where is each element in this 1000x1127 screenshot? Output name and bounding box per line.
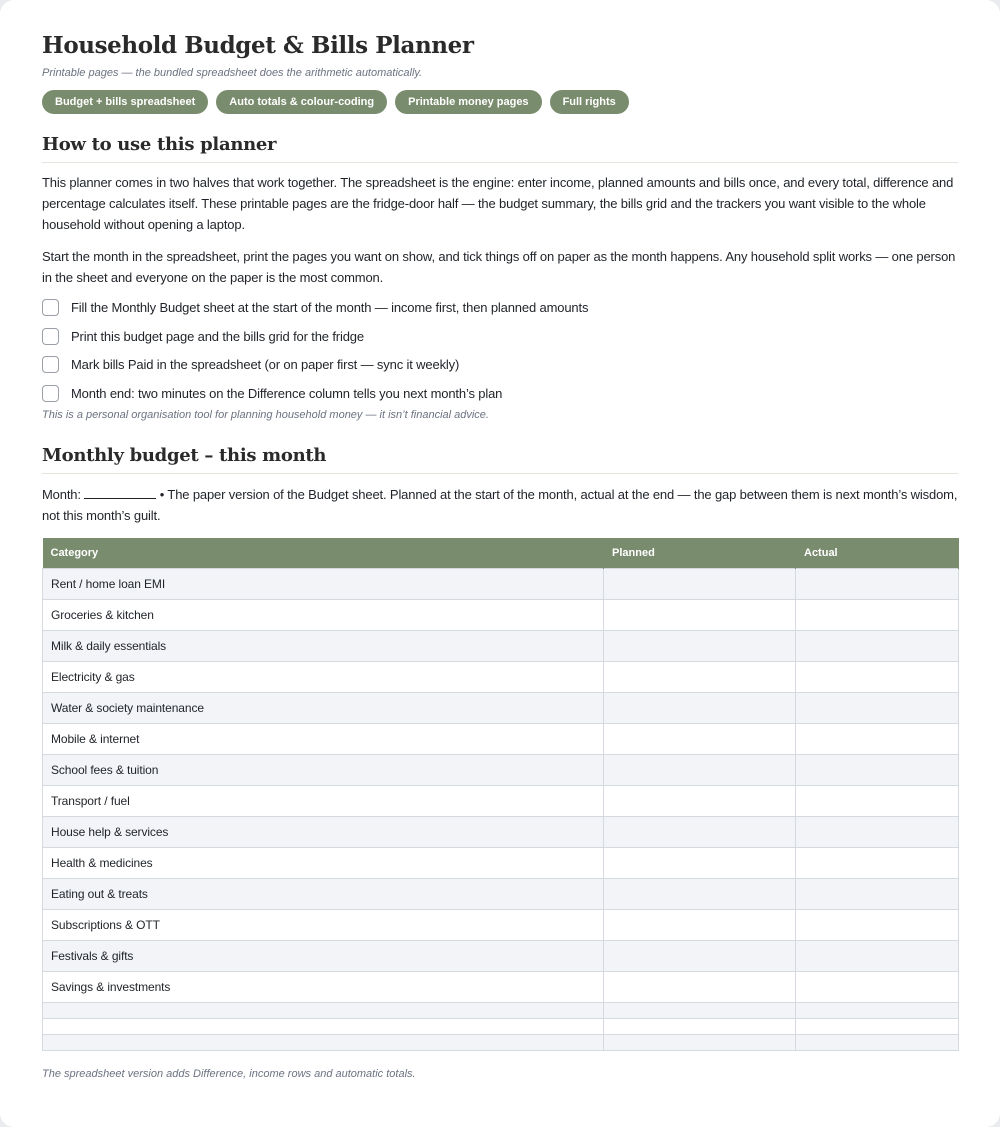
actual-cell[interactable] bbox=[796, 600, 959, 631]
actual-cell[interactable] bbox=[796, 786, 959, 817]
column-header-actual: Actual bbox=[796, 538, 959, 569]
planned-cell[interactable] bbox=[604, 1035, 796, 1051]
table-row bbox=[43, 693, 959, 724]
blank-row bbox=[43, 1003, 959, 1019]
checkbox[interactable] bbox=[42, 328, 59, 345]
table-row bbox=[43, 879, 959, 910]
checkbox[interactable] bbox=[42, 385, 59, 402]
planned-cell[interactable] bbox=[604, 910, 796, 941]
planned-cell[interactable] bbox=[604, 972, 796, 1003]
budget-intro bbox=[42, 484, 958, 526]
category-cell: Health & medicines bbox=[43, 848, 604, 879]
table-row bbox=[43, 910, 959, 941]
actual-cell[interactable] bbox=[796, 972, 959, 1003]
how-to-heading: How to use this planner bbox=[42, 133, 958, 163]
table-footnote: The spreadsheet version adds Difference, income rows and automatic totals. bbox=[42, 1068, 416, 1080]
page-subtitle: Printable pages — the bundled spreadsheet does the arithmetic automatically. bbox=[42, 67, 423, 79]
actual-cell[interactable] bbox=[796, 662, 959, 693]
planned-cell[interactable] bbox=[604, 693, 796, 724]
actual-cell[interactable] bbox=[796, 817, 959, 848]
planned-cell[interactable] bbox=[604, 724, 796, 755]
month-blank[interactable] bbox=[84, 485, 156, 499]
actual-cell[interactable] bbox=[796, 755, 959, 786]
how-to-paragraph-2: Start the month in the spreadsheet, print the pages you want on show, and tick things off on paper as the month happens. Any household split works — one person in the sheet and everyone on the paper is the most common. bbox=[42, 249, 956, 285]
checklist-item-label: Month end: two minutes on the Difference column tells you next month’s plan bbox=[71, 385, 503, 401]
category-cell: Rent / home loan EMI bbox=[43, 569, 604, 600]
page-title: Household Budget & Bills Planner bbox=[42, 32, 474, 59]
column-header-planned: Planned bbox=[604, 538, 796, 569]
planned-cell[interactable] bbox=[604, 1019, 796, 1035]
actual-cell[interactable] bbox=[796, 941, 959, 972]
actual-cell[interactable] bbox=[796, 631, 959, 662]
table-row bbox=[43, 848, 959, 879]
planned-cell[interactable] bbox=[604, 631, 796, 662]
checklist bbox=[42, 298, 958, 403]
budget-heading: Monthly budget – this month bbox=[42, 444, 958, 474]
table-row bbox=[43, 631, 959, 662]
checklist-item bbox=[42, 327, 958, 346]
actual-cell[interactable] bbox=[796, 1019, 959, 1035]
category-cell: Savings & investments bbox=[43, 972, 604, 1003]
table-row bbox=[43, 600, 959, 631]
category-cell[interactable] bbox=[43, 1035, 604, 1051]
planned-cell[interactable] bbox=[604, 941, 796, 972]
actual-cell[interactable] bbox=[796, 1035, 959, 1051]
actual-cell[interactable] bbox=[796, 693, 959, 724]
blank-row bbox=[43, 1019, 959, 1035]
table-row bbox=[43, 817, 959, 848]
category-cell: Transport / fuel bbox=[43, 786, 604, 817]
category-cell[interactable] bbox=[43, 1019, 604, 1035]
checklist-item bbox=[42, 298, 958, 317]
column-header-category: Category bbox=[43, 538, 604, 569]
category-cell: Electricity & gas bbox=[43, 662, 604, 693]
planned-cell[interactable] bbox=[604, 848, 796, 879]
budget-table-body bbox=[43, 569, 959, 1051]
blank-row bbox=[43, 1035, 959, 1051]
planned-cell[interactable] bbox=[604, 569, 796, 600]
category-cell: Festivals & gifts bbox=[43, 941, 604, 972]
budget-table bbox=[42, 538, 959, 1051]
table-header-row bbox=[43, 538, 959, 569]
actual-cell[interactable] bbox=[796, 910, 959, 941]
actual-cell[interactable] bbox=[796, 569, 959, 600]
checklist-item bbox=[42, 355, 958, 374]
category-cell: Mobile & internet bbox=[43, 724, 604, 755]
table-row bbox=[43, 755, 959, 786]
actual-cell[interactable] bbox=[796, 724, 959, 755]
table-row bbox=[43, 786, 959, 817]
table-row bbox=[43, 569, 959, 600]
planned-cell[interactable] bbox=[604, 662, 796, 693]
category-cell: Groceries & kitchen bbox=[43, 600, 604, 631]
table-row bbox=[43, 941, 959, 972]
planned-cell[interactable] bbox=[604, 755, 796, 786]
chip-printable-pages[interactable]: Printable money pages bbox=[395, 90, 541, 114]
checklist-item bbox=[42, 384, 958, 403]
checklist-item-label: Fill the Monthly Budget sheet at the start of the month — income first, then planned amounts bbox=[71, 300, 589, 315]
chip-auto-totals[interactable]: Auto totals & colour-coding bbox=[216, 90, 387, 114]
budget-intro-text: • The paper version of the Budget sheet. Planned at the start of the month, actual at the end — the gap between them is next month’s wisdom, not this month’s guilt. bbox=[42, 487, 958, 523]
planned-cell[interactable] bbox=[604, 817, 796, 848]
actual-cell[interactable] bbox=[796, 1003, 959, 1019]
category-cell: Milk & daily essentials bbox=[43, 631, 604, 662]
table-row bbox=[43, 662, 959, 693]
actual-cell[interactable] bbox=[796, 848, 959, 879]
planned-cell[interactable] bbox=[604, 1003, 796, 1019]
category-cell[interactable] bbox=[43, 1003, 604, 1019]
checkbox[interactable] bbox=[42, 299, 59, 316]
category-cell: School fees & tuition bbox=[43, 755, 604, 786]
planned-cell[interactable] bbox=[604, 879, 796, 910]
table-row bbox=[43, 724, 959, 755]
disclaimer-note: This is a personal organisation tool for planning household money — it isn’t financial advice. bbox=[42, 409, 489, 421]
actual-cell[interactable] bbox=[796, 879, 959, 910]
table-row bbox=[43, 972, 959, 1003]
planned-cell[interactable] bbox=[604, 786, 796, 817]
feature-chips bbox=[42, 90, 958, 114]
checklist-item-label: Mark bills Paid in the spreadsheet (or on paper first — sync it weekly) bbox=[71, 357, 460, 372]
category-cell: House help & services bbox=[43, 817, 604, 848]
category-cell: Subscriptions & OTT bbox=[43, 910, 604, 941]
how-to-paragraph-1: This planner comes in two halves that work together. The spreadsheet is the engine: enter income, planned amounts and bills once, and every total, difference and percentage calculates itself. These printable pages are the fridge-door half — the budget summary, the bills grid and the trackers you want visible to the whole household without opening a laptop. bbox=[42, 175, 954, 232]
category-cell: Water & society maintenance bbox=[43, 693, 604, 724]
category-cell: Eating out & treats bbox=[43, 879, 604, 910]
month-label: Month: bbox=[42, 487, 81, 502]
chip-spreadsheet[interactable]: Budget + bills spreadsheet bbox=[42, 90, 208, 114]
checkbox[interactable] bbox=[42, 356, 59, 373]
chip-full-rights[interactable]: Full rights bbox=[550, 90, 629, 114]
planned-cell[interactable] bbox=[604, 600, 796, 631]
checklist-item-label: Print this budget page and the bills grid for the fridge bbox=[71, 328, 364, 344]
